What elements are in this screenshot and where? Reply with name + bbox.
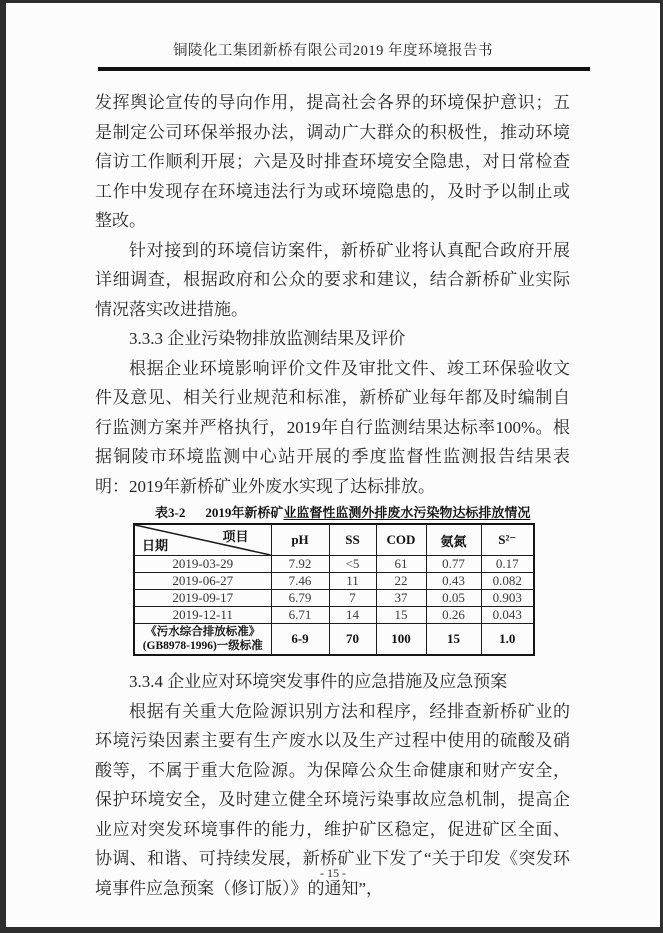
value-cell: 0.082	[481, 573, 534, 590]
table-caption-text-underlined: 业监督性监测外排废水污染物达标排放情况	[283, 505, 531, 520]
paragraph-complaints: 针对接到的环境信访案件，新桥矿业将认真配合政府开展详细调查，根据政府和公众的要求和建议，结合新桥矿业实际情况落实改进措施。	[95, 240, 570, 319]
value-cell: 0.903	[481, 590, 534, 607]
standard-name-line2: (GB8978-1996)一级标准	[142, 640, 263, 652]
column-header-nh3n: 氨氮	[426, 524, 481, 556]
standard-name-line1: 《污水综合排放标准》	[145, 626, 261, 638]
table-standard-row	[134, 624, 534, 656]
value-cell: 11	[329, 573, 376, 590]
date-cell: 2019-09-17	[134, 590, 271, 607]
diagonal-header-cell	[134, 524, 271, 556]
section-heading-3-3-4: 3.3.4 企业应对环境突发事件的应急措施及应急预案	[129, 672, 508, 691]
value-cell: 0.17	[481, 556, 534, 573]
section-heading-3-3-3: 3.3.3 企业污染物排放监测结果及评价	[129, 329, 406, 348]
column-header-sulfide: S²⁻	[481, 524, 534, 556]
date-cell: 2019-12-11	[134, 607, 271, 624]
scanned-document-page	[6, 3, 660, 927]
document-header-title: 铜陵化工集团新桥有限公司2019 年度环境报告书	[172, 43, 494, 59]
value-cell: 0.43	[426, 573, 481, 590]
column-header-cod: COD	[376, 524, 426, 556]
standard-name-cell	[134, 624, 271, 656]
value-cell: 15	[376, 607, 426, 624]
value-cell: 14	[329, 607, 376, 624]
document-body	[6, 88, 660, 903]
date-cell: 2019-03-29	[134, 556, 271, 573]
standard-value-cell: 6-9	[271, 624, 329, 656]
table-row	[134, 607, 534, 624]
standard-value-cell: 100	[376, 624, 426, 656]
value-cell: 7	[329, 590, 376, 607]
paragraph-continuation: 发挥舆论宣传的导向作用，提高社会各界的环境保护意识；五是制定公司环保举报办法，调动广大群众的积极性，推动环境信访工作顺利开展；六是及时排查环境安全隐患，对日常检查工作中发现存在环境违法行为或环境隐患的，及时予以制止或整改。	[95, 93, 570, 230]
wastewater-monitoring-table	[133, 523, 535, 656]
value-cell: 0.05	[426, 590, 481, 607]
table-row	[134, 573, 534, 590]
column-header-ph: pH	[271, 524, 329, 556]
table-header-row	[134, 524, 534, 556]
page-header	[6, 3, 660, 71]
value-cell: 7.46	[271, 573, 329, 590]
value-cell: 7.92	[271, 556, 329, 573]
standard-value-cell: 15	[426, 624, 481, 656]
corner-label-date: 日期	[142, 538, 169, 553]
value-cell: 37	[376, 590, 426, 607]
date-cell: 2019-06-27	[134, 573, 271, 590]
value-cell: <5	[329, 556, 376, 573]
value-cell: 22	[376, 573, 426, 590]
header-rule	[98, 67, 590, 71]
table-caption	[155, 504, 570, 521]
value-cell: 0.26	[426, 607, 481, 624]
table-caption-text: 2019年新桥矿	[205, 505, 284, 520]
paragraph-emergency: 根据有关重大危险源识别方法和程序，经排查新桥矿业的环境污染因素主要有生产废水以及生产过程中使用的硫酸及硝酸等，不属于重大危险源。为保障公众生命健康和财产安全，保护环境安全，及时建立健全环境污染事故应急机制，提高企业应对突发环境事件的能力，维护矿区稳定，促进矿区全面、协调、和谐、可持续发展，新桥矿业下发了“关于印发《突发环境事件应急预案（修订版）》的通知”，	[95, 701, 570, 898]
table-caption-label: 表3-2	[155, 505, 186, 520]
column-header-ss: SS	[329, 524, 376, 556]
page-number: - 15 -	[320, 866, 346, 880]
value-cell: 0.77	[426, 556, 481, 573]
table-row	[134, 556, 534, 573]
value-cell: 6.71	[271, 607, 329, 624]
paragraph-monitoring: 根据企业环境影响评价文件及审批文件、竣工环保验收文件及意见、相关行业规范和标准，新桥矿业每年都及时编制自行监测方案并严格执行，2019年自行监测结果达标率100%。根据铜陵市环境监测中心站开展的季度监督性监测报告结果表明：2019年新桥矿业外废水实现了达标排放。	[95, 358, 570, 496]
value-cell: 6.79	[271, 590, 329, 607]
value-cell: 61	[376, 556, 426, 573]
standard-value-cell: 70	[329, 624, 376, 656]
corner-label-item: 项目	[222, 529, 249, 544]
table-row	[134, 590, 534, 607]
standard-value-cell: 1.0	[481, 624, 534, 656]
value-cell: 0.043	[481, 607, 534, 624]
